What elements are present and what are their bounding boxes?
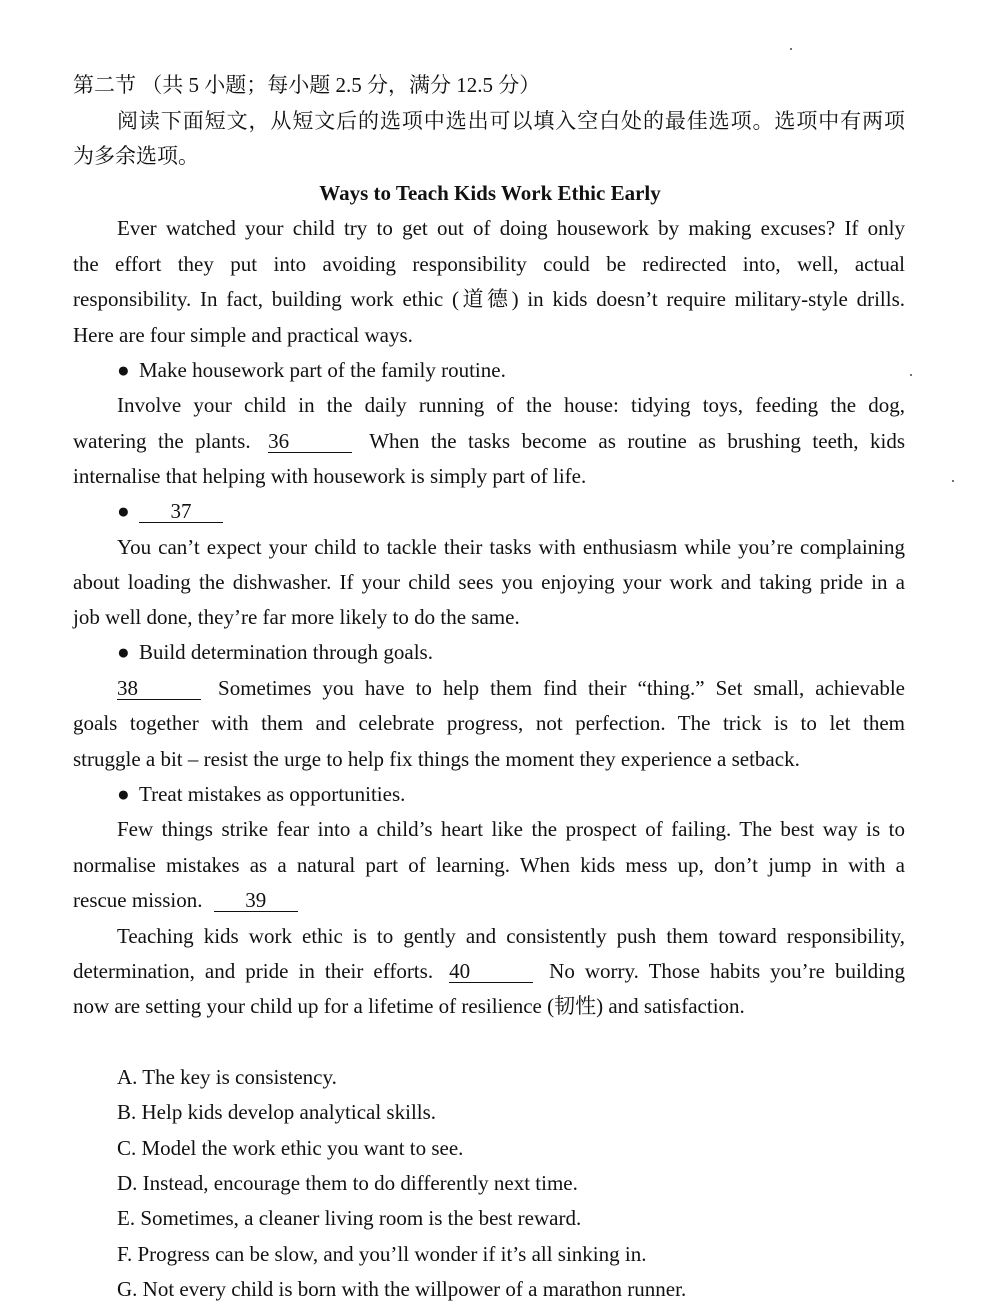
section-1-heading-text: Make housework part of the family routine. [139, 358, 506, 382]
passage-title: Ways to Teach Kids Work Ethic Early [319, 181, 661, 205]
section-2-line-3: job well done, they’re far more likely to do the same. [73, 605, 520, 629]
section-1-line-1: Involve your child in the daily running of the house: tidying toys, feeding the dog, [117, 393, 905, 417]
option-a: A. The key is consistency. [117, 1065, 337, 1089]
option-c: C. Model the work ethic you want to see. [117, 1136, 464, 1160]
option-e: E. Sometimes, a cleaner living room is the best reward. [117, 1206, 582, 1230]
conclusion-line-2b: No worry. Those habits you’re building [549, 959, 906, 983]
section-2-heading [117, 498, 905, 524]
option-g: G. Not every child is born with the willpower of a marathon runner. [117, 1277, 687, 1301]
section-1-line-3: internalise that helping with housework is simply part of life. [73, 464, 587, 488]
blank-36: 36 [268, 430, 352, 453]
intro-line-3: responsibility. In fact, building work ethic (道德) in kids doesn’t require military-style drills. [73, 287, 905, 311]
conclusion-line-2a: determination, and pride in their efforts. [73, 959, 434, 983]
bullet-icon: ● [117, 782, 130, 806]
blank-40: 40 [449, 960, 533, 983]
section-3-heading [117, 639, 905, 665]
section-1-line-2b: When the tasks become as routine as brushing teeth, kids [369, 429, 905, 453]
bullet-icon: ● [117, 358, 130, 382]
scan-speck [952, 480, 954, 482]
section-3-line-3: struggle a bit – resist the urge to help fix things the moment they experience a setback. [73, 747, 800, 771]
intro-line-2: the effort they put into avoiding responsibility could be redirected into, well, actual [73, 252, 905, 276]
intro-line-4: Here are four simple and practical ways. [73, 323, 413, 347]
bullet-icon: ● [117, 640, 130, 664]
option-b: B. Help kids develop analytical skills. [117, 1100, 437, 1124]
section-3-line-1 [117, 675, 905, 701]
blank-39: 39 [214, 889, 298, 912]
scan-speck [910, 374, 912, 376]
section-1-line-2 [73, 428, 905, 454]
section-4-line-3 [73, 887, 905, 913]
instructions-line-2: 为多余选项。 [73, 144, 199, 168]
scan-speck [790, 48, 792, 50]
blank-37: 37 [139, 500, 223, 523]
blank-38: 38 [117, 677, 201, 700]
section-2-line-1: You can’t expect your child to tackle their tasks with enthusiasm while you’re complaining [117, 535, 905, 559]
section-4-line-2: normalise mistakes as a natural part of learning. When kids mess up, don’t jump in with a [73, 853, 905, 877]
section-3-heading-text: Build determination through goals. [139, 640, 433, 664]
section-3-line-1-text: Sometimes you have to help them find their “thing.” Set small, achievable [218, 676, 905, 700]
bullet-icon: ● [117, 499, 130, 523]
section-3-line-2: goals together with them and celebrate progress, not perfection. The trick is to let them [73, 711, 905, 735]
section-4-line-1: Few things strike fear into a child’s heart like the prospect of failing. The best way is to [117, 817, 905, 841]
section-4-heading [117, 781, 905, 807]
section-4-line-3-text: rescue mission. [73, 888, 203, 912]
conclusion-line-2 [73, 958, 905, 984]
section-2-line-2: about loading the dishwasher. If your child sees you enjoying your work and taking pride in a [73, 570, 905, 594]
option-f: F. Progress can be slow, and you’ll wonder if it’s all sinking in. [117, 1242, 647, 1266]
section-1-line-2a: watering the plants. [73, 429, 251, 453]
instructions-line-1: 阅读下面短文，从短文后的选项中选出可以填入空白处的最佳选项。选项中有两项 [117, 109, 905, 133]
section-1-heading [117, 357, 905, 383]
section-header: 第二节 （共 5 小题；每小题 2.5 分，满分 12.5 分） [73, 73, 541, 97]
section-4-heading-text: Treat mistakes as opportunities. [139, 782, 406, 806]
option-d: D. Instead, encourage them to do differently next time. [117, 1171, 578, 1195]
intro-line-1: Ever watched your child try to get out of doing housework by making excuses? If only [117, 216, 905, 240]
conclusion-line-1: Teaching kids work ethic is to gently and consistently push them toward responsibility, [117, 924, 905, 948]
conclusion-line-3: now are setting your child up for a lifetime of resilience (韧性) and satisfaction. [73, 994, 745, 1018]
